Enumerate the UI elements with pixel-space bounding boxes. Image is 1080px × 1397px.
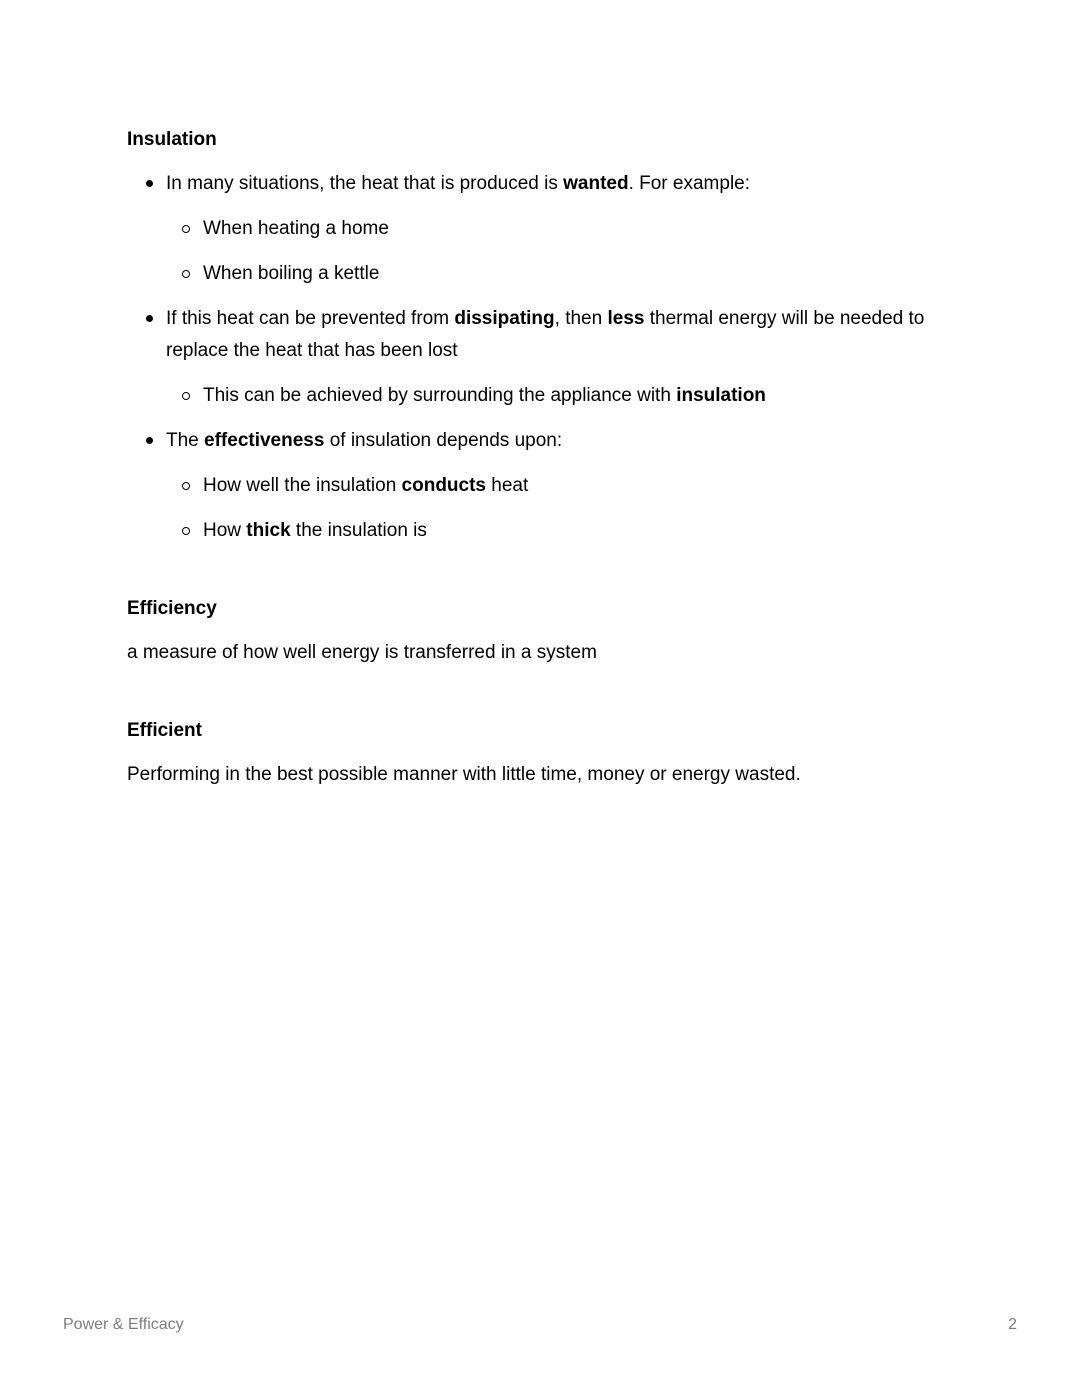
text-segment-bold: conducts bbox=[401, 475, 486, 496]
list-item bbox=[127, 515, 953, 547]
text-segment: If this heat can be prevented from bbox=[166, 308, 455, 329]
section-paragraph: a measure of how well energy is transferred in a system bbox=[127, 642, 597, 663]
list-item bbox=[127, 258, 953, 290]
text-segment-bold: wanted bbox=[563, 173, 629, 194]
text-segment: of insulation depends upon: bbox=[324, 430, 563, 451]
bullet-icon bbox=[146, 437, 153, 444]
section-efficiency bbox=[127, 593, 953, 669]
list-item-text bbox=[203, 475, 528, 496]
text-segment: heat bbox=[486, 475, 529, 496]
list-item bbox=[127, 213, 953, 245]
section-heading: Insulation bbox=[127, 129, 217, 150]
text-segment: How bbox=[203, 520, 247, 541]
circle-bullet-icon bbox=[182, 225, 190, 233]
list-item bbox=[127, 303, 953, 367]
text-segment-bold: thick bbox=[246, 520, 291, 541]
list-item bbox=[127, 380, 953, 412]
text-segment: The bbox=[166, 430, 205, 451]
text-segment: thermal energy will be needed to replace the heat that has been lost bbox=[166, 308, 925, 361]
list-item-text bbox=[203, 520, 427, 541]
list-item-text bbox=[166, 308, 924, 361]
page-footer bbox=[0, 1313, 1080, 1337]
text-segment: . For example: bbox=[628, 173, 751, 194]
page-content bbox=[127, 124, 953, 791]
list-item-text bbox=[203, 385, 766, 406]
text-segment-bold: less bbox=[607, 308, 645, 329]
list-item-text bbox=[166, 430, 562, 451]
section-heading: Efficiency bbox=[127, 598, 217, 619]
text-segment: When boiling a kettle bbox=[203, 263, 380, 284]
section-efficient bbox=[127, 715, 953, 791]
circle-bullet-icon bbox=[182, 392, 190, 400]
circle-bullet-icon bbox=[182, 527, 190, 535]
page-number: 2 bbox=[1008, 1316, 1017, 1333]
text-segment: the insulation is bbox=[290, 520, 427, 541]
text-segment: When heating a home bbox=[203, 218, 389, 239]
text-segment-bold: effectiveness bbox=[204, 430, 325, 451]
text-segment-bold: insulation bbox=[676, 385, 766, 406]
text-segment-bold: dissipating bbox=[454, 308, 555, 329]
footer-title: Power & Efficacy bbox=[63, 1316, 184, 1333]
text-segment: This can be achieved by surrounding the appliance with bbox=[203, 385, 677, 406]
section-insulation bbox=[127, 124, 953, 547]
list-item-text bbox=[166, 173, 750, 194]
list-item bbox=[127, 425, 953, 457]
section-paragraph: Performing in the best possible manner with little time, money or energy wasted. bbox=[127, 764, 801, 785]
text-segment: How well the insulation bbox=[203, 475, 402, 496]
bullet-icon bbox=[146, 315, 153, 322]
list-item bbox=[127, 470, 953, 502]
text-segment: In many situations, the heat that is produced is bbox=[166, 173, 564, 194]
bullet-list bbox=[127, 168, 953, 547]
list-item bbox=[127, 168, 953, 200]
bullet-icon bbox=[146, 180, 153, 187]
list-item-text bbox=[203, 263, 379, 284]
section-heading: Efficient bbox=[127, 720, 202, 741]
list-item-text bbox=[203, 218, 389, 239]
circle-bullet-icon bbox=[182, 482, 190, 490]
circle-bullet-icon bbox=[182, 270, 190, 278]
text-segment: , then bbox=[554, 308, 608, 329]
